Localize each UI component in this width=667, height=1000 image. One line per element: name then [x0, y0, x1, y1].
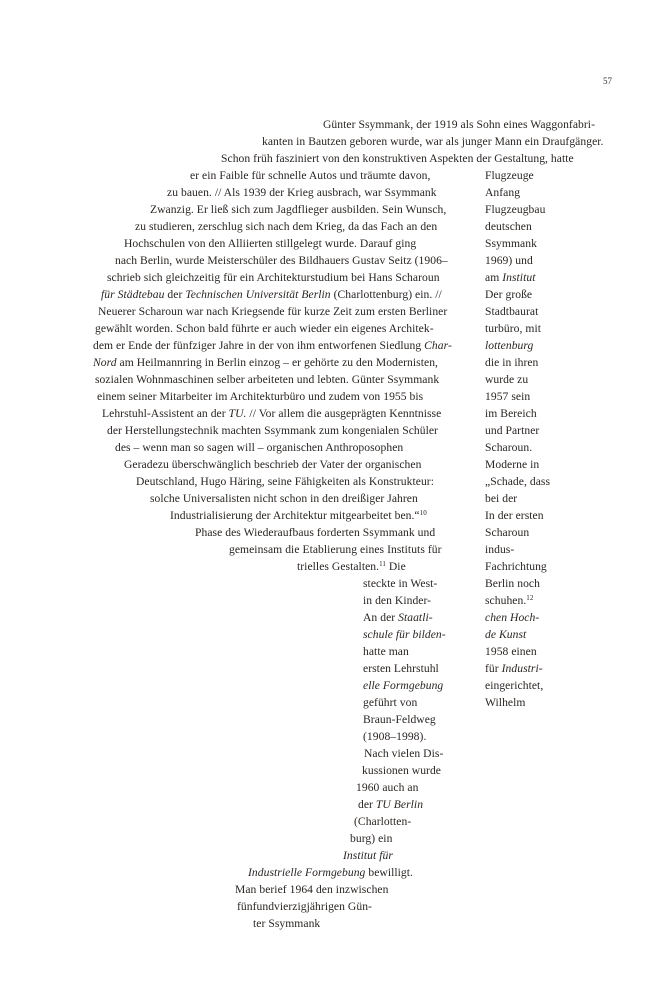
side-line: eingerichtet,: [485, 679, 544, 692]
text-line: gemeinsam die Etablierung eines Instituts für: [229, 543, 442, 556]
text-line: hatte man: [363, 645, 409, 658]
side-line: Moderne in: [485, 458, 540, 471]
text-line: Nach vielen Dis-: [364, 747, 444, 760]
side-line: Berlin noch: [485, 577, 540, 590]
footnote-marker: 10: [419, 509, 427, 517]
text-line: Zwanzig. Er ließ sich zum Jagdflieger ausbilden. Sein Wunsch,: [150, 203, 447, 216]
text-line: [93, 354, 438, 371]
text-line: zu studieren, zerschlug sich nach dem Krieg, da das Fach an den: [135, 220, 438, 233]
text-span: bewilligt.: [365, 866, 413, 879]
text-line: schrieb sich gleichzeitig für ein Architekturstudium bei Hans Scharoun: [107, 271, 440, 284]
side-line: Anfang: [485, 186, 521, 199]
footnote-marker: 12: [526, 594, 534, 602]
text-line: Man berief 1964 den inzwischen: [235, 883, 389, 896]
side-line: 1969) und: [485, 254, 533, 267]
side-line: Wilhelm: [485, 696, 526, 709]
text-line: Phase des Wiederaufbaus forderten Ssymmank und: [195, 526, 436, 539]
side-line: die in ihren: [485, 356, 539, 369]
text-span: für: [485, 662, 502, 675]
text-line: [343, 847, 393, 864]
text-line: Schon früh fasziniert von den konstruktiven Aspekten der Gestaltung, hatte: [221, 152, 574, 165]
text-line: [101, 286, 442, 303]
italic-text: Nord: [93, 356, 117, 369]
text-line: Geradezu überschwänglich beschrieb der Vater der organischen: [124, 458, 422, 471]
text-line: sozialen Wohnmaschinen selber arbeiteten und lebten. Günter Ssymmank: [95, 373, 440, 386]
side-line: [485, 626, 526, 643]
text-line: [102, 405, 441, 422]
side-line: [485, 609, 539, 626]
side-line: turbüro, mit: [485, 322, 541, 335]
text-line: 1960 auch an: [356, 781, 419, 794]
text-line: (1908–1998).: [363, 730, 427, 743]
side-line: „Schade, dass: [485, 475, 551, 488]
text-line: Deutschland, Hugo Häring, seine Fähigkeiten als Konstrukteur:: [136, 475, 434, 488]
side-line: 1958 einen: [485, 645, 537, 658]
text-line: Hochschulen von den Alliierten stillgelegt wurde. Darauf ging: [124, 237, 417, 250]
text-span: trielles Gestalten.: [297, 560, 380, 573]
text-line: einem seiner Mitarbeiter im Architekturbüro und zudem von 1955 bis: [97, 390, 424, 403]
italic-text: lottenburg: [485, 339, 534, 352]
page-number: 57: [603, 76, 612, 86]
text-span: Lehrstuhl-Assistent an der: [102, 407, 229, 420]
text-line: [363, 677, 443, 694]
text-line: [297, 558, 406, 575]
italic-text: de Kunst: [485, 628, 527, 641]
text-line: zu bauen. // Als 1939 der Krieg ausbrach, war Ssymmank: [167, 186, 437, 199]
italic-text: für Städtebau: [101, 288, 165, 301]
side-line: Flugzeugbau: [485, 203, 546, 216]
text-span: der: [358, 798, 376, 811]
text-line: burg) ein: [350, 832, 393, 845]
text-line: geführt von: [363, 696, 418, 709]
side-line: Fachrichtung: [485, 560, 547, 573]
side-line: indus-: [485, 543, 515, 556]
text-line: der Herstellungstechnik machten Ssymmank zum kongenialen Schüler: [107, 424, 438, 437]
text-span: der: [164, 288, 186, 301]
side-line: Stadtbaurat: [485, 305, 539, 318]
footnote-marker: 11: [379, 560, 386, 568]
text-line: (Charlotten-: [354, 815, 412, 828]
text-line: Braun-Feldweg: [363, 713, 436, 726]
text-span: // Vor allem die ausgeprägten Kenntnisse: [246, 407, 442, 420]
italic-text: TU.: [228, 407, 247, 420]
text-line: [358, 796, 423, 813]
side-line: Der große: [485, 288, 533, 301]
italic-text: Institut: [502, 271, 536, 284]
text-line: [248, 864, 413, 881]
text-span: dem er Ende der fünfziger Jahre in der von ihm entworfenen Siedlung: [93, 339, 425, 352]
text-line: er ein Faible für schnelle Autos und träumte davon,: [190, 169, 431, 182]
italic-text: Industri-: [501, 662, 543, 675]
text-line: des – wenn man so sagen will – organischen Anthroposophen: [115, 441, 404, 454]
text-line: steckte in West-: [363, 577, 438, 590]
italic-text: Technischen Universität Berlin: [185, 288, 331, 301]
text-line: in den Kinder-: [363, 594, 432, 607]
italic-text: elle Formgebung: [363, 679, 444, 692]
side-line: [485, 592, 533, 609]
side-line: In der ersten: [485, 509, 544, 522]
italic-text: TU Berlin: [375, 798, 424, 811]
text-line: ersten Lehrstuhl: [363, 662, 439, 675]
side-line: wurde zu: [485, 373, 529, 386]
text-span: Die: [385, 560, 406, 573]
side-line: Scharoun: [485, 526, 530, 539]
text-span: am Heilmannring in Berlin einzog – er gehörte zu den Modernisten,: [116, 356, 439, 369]
side-line: [485, 269, 535, 286]
text-span: An der: [363, 611, 399, 624]
text-line: [170, 507, 427, 524]
side-line: und Partner: [485, 424, 540, 437]
side-line: deutschen: [485, 220, 532, 233]
text-line: [363, 626, 446, 643]
text-line: Neuerer Scharoun war nach Kriegsende für kurze Zeit zum ersten Berliner: [98, 305, 448, 318]
text-line: gewählt worden. Schon bald führte er auch wieder ein eigenes Architek-: [95, 322, 434, 335]
text-line: solche Universalisten nicht schon in den dreißiger Jahren: [150, 492, 418, 505]
side-line: [485, 660, 543, 677]
text-line: [93, 337, 452, 354]
text-span: schuhen.: [485, 594, 527, 607]
text-line: Günter Ssymmank, der 1919 als Sohn eines Waggonfabri-: [323, 118, 595, 131]
italic-text: Staatli-: [398, 611, 433, 624]
text-line: ter Ssymmank: [253, 917, 321, 930]
text-line: kanten in Bautzen geboren wurde, war als junger Mann ein Draufgänger.: [262, 135, 604, 148]
italic-text: Institut für: [343, 849, 393, 862]
italic-text: schule für bilden-: [363, 628, 446, 641]
side-line: bei der: [485, 492, 518, 505]
text-span: (Charlottenburg) ein. //: [330, 288, 442, 301]
text-line: [363, 609, 433, 626]
text-line: nach Berlin, wurde Meisterschüler des Bildhauers Gustav Seitz (1906–: [115, 254, 448, 267]
text-line: kussionen wurde: [362, 764, 441, 777]
side-line: Flugzeuge: [485, 169, 534, 182]
side-line: Ssymmank: [485, 237, 537, 250]
italic-text: Char-: [424, 339, 452, 352]
side-line: [485, 337, 533, 354]
side-line: Scharoun.: [485, 441, 533, 454]
side-line: im Bereich: [485, 407, 537, 420]
italic-text: chen Hoch-: [485, 611, 540, 624]
text-span: Industrialisierung der Architektur mitgearbeitet ben.“: [170, 509, 420, 522]
text-span: am: [485, 271, 503, 284]
side-line: 1957 sein: [485, 390, 531, 403]
text-line: fünfundvierzigjährigen Gün-: [237, 900, 372, 913]
italic-text: Industrielle Formgebung: [248, 866, 366, 879]
